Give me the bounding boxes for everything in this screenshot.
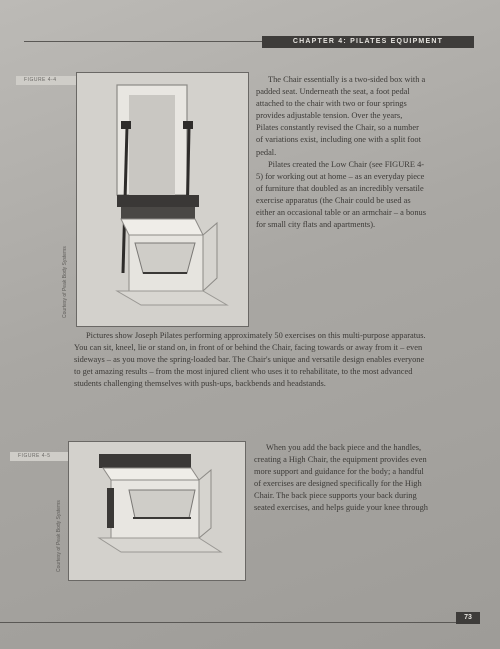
high-chair-illustration <box>77 73 248 326</box>
figure-frame <box>68 441 246 581</box>
body-text-wide <box>74 330 430 390</box>
figure-label: FIGURE 4-5 <box>10 452 70 461</box>
body-text-column <box>254 442 430 515</box>
paragraph: When you add the back piece and the handles, creating a High Chair, the equipment provides even more support and guidance for the body; a handful of exercises are designed specifically for the High Chair. The back piece supports your back during seated exercises, and helps guide your knee through <box>254 443 428 513</box>
footer-rule <box>0 622 474 623</box>
figure-credit: Courtesy of Peak Body Systems <box>56 500 62 572</box>
figure-label: FIGURE 4-4 <box>16 76 76 85</box>
body-text-column <box>256 74 426 231</box>
chapter-header: CHAPTER 4: PILATES EQUIPMENT <box>262 36 474 48</box>
paragraph: The Chair essentially is a two-sided box with a padded seat. Underneath the seat, a foot pedal attached to the chair with two or four springs provides adjustable tension. Over the years, Pilates constantly revised the Chair, so a number of variations exist, including one with a split foot pedal. <box>256 75 426 157</box>
figure-frame <box>76 72 249 327</box>
paragraph: Pilates created the Low Chair (see FIGURE 4-5) for working out at home – as an everyday piece of furniture that doubled as an incredibly versatile exercise apparatus (the Chair could be used as either an occasional table or an armchair – a bonus for small city flats and apartments). <box>256 159 426 230</box>
low-chair-illustration <box>69 442 245 580</box>
paragraph: Pictures show Joseph Pilates performing approximately 50 exercises on this multi-purpose apparatus. You can sit, kneel, lie or stand on, in front of or behind the Chair, facing towards or away from it – even sideways – as you move the spring-loaded bar. The Chair's unique and versatile design enables everyone to get amazing results – from the most injured client who uses it to rehabilitate, to the most advanced students challenging themselves with push-ups, backbends and headstands. <box>74 331 426 389</box>
page-number: 73 <box>456 612 480 624</box>
figure-credit: Courtesy of Peak Body Systems <box>62 246 68 318</box>
